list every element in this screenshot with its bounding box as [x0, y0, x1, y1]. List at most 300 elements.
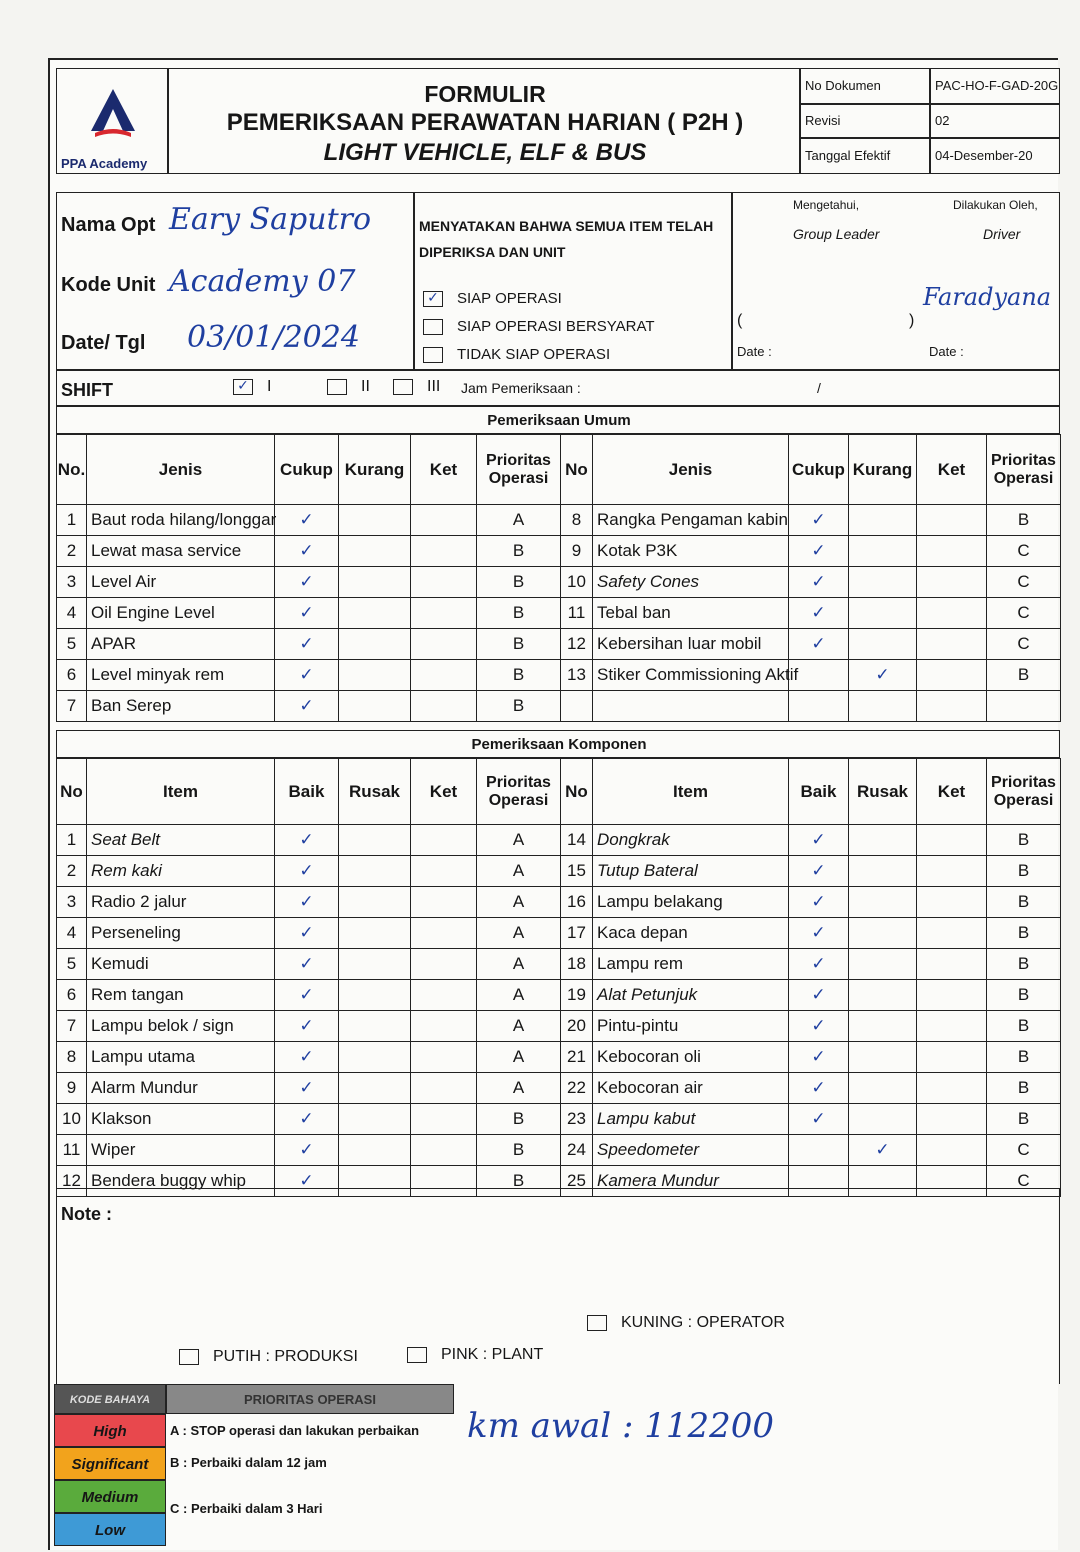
legend-header-severity: KODE BAHAYA: [54, 1384, 166, 1414]
row-remark[interactable]: [411, 918, 477, 949]
check-cell-ok[interactable]: ✓: [789, 825, 849, 856]
effective-date-label: Tanggal Efektif: [805, 148, 891, 163]
row-priority: A: [477, 505, 561, 536]
check-cell-ok[interactable]: ✓: [275, 1104, 339, 1135]
table-row: [57, 598, 1061, 629]
check-cell-ok[interactable]: ✓: [275, 629, 339, 660]
row-number: 2: [57, 536, 87, 567]
checkbox-icon[interactable]: [423, 319, 443, 335]
row-remark[interactable]: [917, 1135, 987, 1166]
row-number: 10: [57, 1104, 87, 1135]
row-priority: B: [987, 1073, 1061, 1104]
status-option-not-ready[interactable]: TIDAK SIAP OPERASI: [423, 347, 610, 363]
severity-medium: Medium: [54, 1480, 166, 1513]
effective-date-value: 04-Desember-20: [935, 148, 1033, 163]
row-label: Lampu belakang: [593, 887, 789, 918]
table-row: [57, 505, 1061, 536]
col-no: No.: [57, 435, 87, 505]
check-cell-ok[interactable]: ✓: [275, 856, 339, 887]
col-prioritas: Prioritas Operasi: [987, 435, 1061, 505]
row-remark[interactable]: [411, 1011, 477, 1042]
general-inspection-table: [56, 434, 1061, 722]
component-inspection-table: [56, 758, 1061, 1197]
form-vehicle-type: LIGHT VEHICLE, ELF & BUS: [323, 139, 647, 166]
severity-significant: Significant: [54, 1447, 166, 1480]
col-jenis: Jenis: [593, 435, 789, 505]
row-label: Kemudi: [87, 949, 275, 980]
table-row: [57, 567, 1061, 598]
row-priority: B: [987, 949, 1061, 980]
check-cell-bad[interactable]: [339, 660, 411, 691]
col-cukup: Cukup: [275, 435, 339, 505]
row-number: 8: [57, 1042, 87, 1073]
check-cell-bad[interactable]: [339, 567, 411, 598]
row-priority: B: [477, 536, 561, 567]
row-number: 23: [561, 1104, 593, 1135]
check-cell-bad[interactable]: ✓: [849, 660, 917, 691]
check-cell-ok[interactable]: ✓: [275, 536, 339, 567]
check-cell-bad[interactable]: [849, 1042, 917, 1073]
row-label: Lampu belok / sign: [87, 1011, 275, 1042]
row-label: Perseneling: [87, 918, 275, 949]
revision-label: Revisi: [805, 113, 841, 128]
row-priority: A: [477, 1042, 561, 1073]
row-remark[interactable]: [411, 949, 477, 980]
row-number: 2: [57, 856, 87, 887]
row-priority: A: [477, 980, 561, 1011]
inspection-time-label: Jam Pemeriksaan :: [461, 380, 581, 396]
doc-number-label: No Dokumen: [805, 78, 881, 93]
p2h-form-sheet: [48, 58, 1058, 1550]
row-remark[interactable]: [917, 856, 987, 887]
row-number: 6: [57, 660, 87, 691]
row-number: 25: [561, 1166, 593, 1197]
row-remark[interactable]: [917, 980, 987, 1011]
row-number: 18: [561, 949, 593, 980]
row-label: Lewat masa service: [87, 536, 275, 567]
general-section-title: Pemeriksaan Umum: [56, 406, 1060, 434]
row-remark[interactable]: [917, 505, 987, 536]
check-cell-bad[interactable]: [339, 598, 411, 629]
row-remark[interactable]: [917, 1011, 987, 1042]
checkbox-icon[interactable]: [327, 379, 347, 395]
row-label: Alarm Mundur: [87, 1073, 275, 1104]
row-label: Kamera Mundur: [593, 1166, 789, 1197]
col-rusak: Rusak: [849, 759, 917, 825]
col-no: No: [57, 759, 87, 825]
row-priority: A: [477, 918, 561, 949]
row-remark[interactable]: [411, 980, 477, 1011]
row-remark[interactable]: [411, 629, 477, 660]
row-remark[interactable]: [411, 887, 477, 918]
row-label: Lampu utama: [87, 1042, 275, 1073]
approval-driver: Driver: [983, 226, 1021, 242]
check-cell-bad[interactable]: [849, 856, 917, 887]
row-priority: A: [477, 825, 561, 856]
row-priority: B: [477, 598, 561, 629]
row-remark[interactable]: [411, 660, 477, 691]
row-label: Rangka Pengaman kabin: [593, 505, 789, 536]
row-label: Lampu kabut: [593, 1104, 789, 1135]
row-label: [593, 691, 789, 722]
check-cell-ok[interactable]: ✓: [275, 691, 339, 722]
row-priority: B: [477, 1104, 561, 1135]
check-cell-bad[interactable]: [339, 980, 411, 1011]
approval-group-leader: Group Leader: [793, 226, 880, 242]
check-cell-ok[interactable]: ✓: [275, 1042, 339, 1073]
check-cell-bad[interactable]: [849, 887, 917, 918]
severity-low: Low: [54, 1513, 166, 1546]
row-number: 12: [561, 629, 593, 660]
table-row: [57, 980, 1061, 1011]
row-priority: C: [987, 1166, 1061, 1197]
row-number: 17: [561, 918, 593, 949]
check-cell-bad[interactable]: [849, 825, 917, 856]
row-remark[interactable]: [917, 1042, 987, 1073]
check-cell-ok[interactable]: ✓: [789, 536, 849, 567]
row-label: Alat Petunjuk: [593, 980, 789, 1011]
row-number: 10: [561, 567, 593, 598]
checkbox-icon[interactable]: [179, 1349, 199, 1365]
check-cell-bad[interactable]: [849, 567, 917, 598]
table-row: [57, 1104, 1061, 1135]
check-cell-bad[interactable]: [849, 1104, 917, 1135]
row-remark[interactable]: [917, 1073, 987, 1104]
row-number: 5: [57, 629, 87, 660]
row-priority: B: [987, 1011, 1061, 1042]
row-label: Tebal ban: [593, 598, 789, 629]
row-number: 11: [561, 598, 593, 629]
check-cell-bad[interactable]: [339, 918, 411, 949]
driver-signature: Faradyana: [923, 283, 1052, 311]
check-cell-ok[interactable]: ✓: [789, 949, 849, 980]
check-cell-bad[interactable]: ✓: [849, 1135, 917, 1166]
form-subtitle: PEMERIKSAAN PERAWATAN HARIAN ( P2H ): [226, 109, 744, 136]
row-number: 8: [561, 505, 593, 536]
check-cell-bad[interactable]: [339, 505, 411, 536]
check-cell-ok[interactable]: ✓: [275, 1166, 339, 1197]
check-cell-bad[interactable]: [339, 825, 411, 856]
check-cell-ok[interactable]: ✓: [789, 505, 849, 536]
approval-done-by-label: Dilakukan Oleh,: [953, 198, 1038, 212]
row-remark[interactable]: [411, 1135, 477, 1166]
row-priority: B: [987, 1042, 1061, 1073]
check-cell-ok[interactable]: ✓: [275, 887, 339, 918]
check-cell-ok[interactable]: ✓: [275, 660, 339, 691]
operator-block: [56, 192, 414, 370]
col-ket: Ket: [411, 759, 477, 825]
check-cell-ok[interactable]: ✓: [789, 980, 849, 1011]
row-priority: A: [477, 856, 561, 887]
row-priority: B: [477, 567, 561, 598]
check-cell-ok[interactable]: ✓: [275, 918, 339, 949]
row-remark[interactable]: [411, 856, 477, 887]
check-cell-bad[interactable]: [849, 949, 917, 980]
check-cell-ok[interactable]: ✓: [789, 1073, 849, 1104]
table-row: [57, 887, 1061, 918]
shift-option-2[interactable]: II: [327, 379, 370, 395]
approval-bracket-open: (: [737, 312, 743, 329]
unit-code-value[interactable]: Academy 07: [169, 264, 356, 299]
check-cell-bad[interactable]: [849, 1073, 917, 1104]
checkbox-icon[interactable]: [407, 1347, 427, 1363]
row-remark[interactable]: [917, 691, 987, 722]
checkbox-checked-icon[interactable]: ✓: [423, 291, 443, 307]
row-priority: C: [987, 567, 1061, 598]
row-number: 6: [57, 980, 87, 1011]
row-priority: B: [987, 1104, 1061, 1135]
logo-cell: [56, 68, 168, 174]
row-label: Kaca depan: [593, 918, 789, 949]
row-remark[interactable]: [917, 949, 987, 980]
check-cell-ok[interactable]: ✓: [275, 598, 339, 629]
check-cell-ok[interactable]: ✓: [789, 856, 849, 887]
row-number: 7: [57, 691, 87, 722]
row-priority: B: [477, 1135, 561, 1166]
row-remark[interactable]: [917, 918, 987, 949]
approval-known-label: Mengetahui,: [793, 198, 860, 212]
col-rusak: Rusak: [339, 759, 411, 825]
check-cell-ok[interactable]: ✓: [789, 629, 849, 660]
priority-c-desc: C : Perbaiki dalam 3 Hari: [170, 1501, 323, 1516]
check-cell-bad[interactable]: [849, 505, 917, 536]
check-cell-ok[interactable]: ✓: [275, 1135, 339, 1166]
row-number: [561, 691, 593, 722]
check-cell-ok[interactable]: ✓: [789, 598, 849, 629]
row-number: 16: [561, 887, 593, 918]
check-cell-bad[interactable]: [339, 629, 411, 660]
row-label: Kotak P3K: [593, 536, 789, 567]
row-number: 7: [57, 1011, 87, 1042]
legend-header-priority: PRIORITAS OPERASI: [166, 1384, 454, 1414]
row-remark[interactable]: [917, 598, 987, 629]
col-prioritas: Prioritas Operasi: [477, 435, 561, 505]
status-option-ready[interactable]: ✓ SIAP OPERASI: [423, 291, 562, 307]
shift-option-1[interactable]: ✓ I: [233, 379, 271, 395]
row-remark[interactable]: [917, 1104, 987, 1135]
check-cell-ok[interactable]: ✓: [789, 1042, 849, 1073]
table-row: [57, 629, 1061, 660]
row-priority: A: [477, 887, 561, 918]
col-no: No: [561, 759, 593, 825]
check-cell-ok[interactable]: ✓: [275, 567, 339, 598]
col-kurang: Kurang: [849, 435, 917, 505]
approval-date-right: Date :: [929, 344, 964, 359]
col-kurang: Kurang: [339, 435, 411, 505]
table-row: [57, 536, 1061, 567]
check-cell-bad[interactable]: [339, 856, 411, 887]
row-priority: B: [987, 856, 1061, 887]
row-remark[interactable]: [917, 825, 987, 856]
check-cell-bad[interactable]: [849, 980, 917, 1011]
row-remark[interactable]: [411, 598, 477, 629]
col-ket: Ket: [917, 435, 987, 505]
row-number: 4: [57, 598, 87, 629]
checkbox-checked-icon[interactable]: ✓: [233, 379, 253, 395]
table-row: [57, 918, 1061, 949]
check-cell-ok[interactable]: ✓: [789, 887, 849, 918]
row-remark[interactable]: [411, 1042, 477, 1073]
row-label: Level minyak rem: [87, 660, 275, 691]
statement-block: [414, 192, 732, 370]
doc-meta: [800, 68, 1060, 174]
row-label: Level Air: [87, 567, 275, 598]
row-number: 9: [561, 536, 593, 567]
check-cell-ok[interactable]: ✓: [789, 1104, 849, 1135]
table-row: [57, 660, 1061, 691]
check-cell-bad[interactable]: [339, 1011, 411, 1042]
row-label: Speedometer: [593, 1135, 789, 1166]
check-cell-ok[interactable]: ✓: [275, 949, 339, 980]
check-cell-bad[interactable]: [339, 536, 411, 567]
checkbox-icon[interactable]: [587, 1315, 607, 1331]
copy-white: PUTIH : PRODUKSI: [179, 1349, 358, 1365]
row-label: Radio 2 jalur: [87, 887, 275, 918]
check-cell-bad[interactable]: [849, 918, 917, 949]
copy-pink: PINK : PLANT: [407, 1347, 543, 1363]
check-cell-ok[interactable]: ✓: [789, 918, 849, 949]
row-label: Klakson: [87, 1104, 275, 1135]
priority-a-desc: A : STOP operasi dan lakukan perbaikan: [170, 1423, 420, 1438]
row-priority: A: [477, 1011, 561, 1042]
row-remark[interactable]: [917, 660, 987, 691]
table-row: [57, 691, 1061, 722]
row-number: 15: [561, 856, 593, 887]
table-row: [57, 825, 1061, 856]
date-value[interactable]: 03/01/2024: [187, 320, 360, 355]
row-number: 3: [57, 887, 87, 918]
check-cell-bad[interactable]: [849, 1011, 917, 1042]
col-baik: Baik: [789, 759, 849, 825]
checkbox-icon[interactable]: [423, 347, 443, 363]
col-item: Item: [87, 759, 275, 825]
row-label: Tutup Bateral: [593, 856, 789, 887]
check-cell-ok[interactable]: ✓: [275, 505, 339, 536]
row-remark[interactable]: [411, 567, 477, 598]
row-number: 12: [57, 1166, 87, 1197]
row-number: 5: [57, 949, 87, 980]
row-remark[interactable]: [917, 567, 987, 598]
shift-label: SHIFT: [61, 380, 113, 400]
operator-name-value[interactable]: Eary Saputro: [169, 202, 372, 237]
ppa-logo-icon: [83, 89, 143, 139]
check-cell-bad[interactable]: [849, 691, 917, 722]
row-number: 9: [57, 1073, 87, 1104]
row-remark[interactable]: [411, 825, 477, 856]
row-remark[interactable]: [411, 691, 477, 722]
check-cell-ok[interactable]: [789, 691, 849, 722]
row-priority: B: [987, 660, 1061, 691]
row-remark[interactable]: [917, 629, 987, 660]
check-cell-bad[interactable]: [849, 536, 917, 567]
copy-yellow: KUNING : OPERATOR: [587, 1315, 785, 1331]
row-priority: B: [477, 691, 561, 722]
revision-value: 02: [935, 113, 950, 128]
operator-name-label: Nama Opt: [61, 214, 156, 236]
row-priority: B: [477, 1166, 561, 1197]
table-row: [57, 1073, 1061, 1104]
row-label: Wiper: [87, 1135, 275, 1166]
check-cell-bad[interactable]: [339, 887, 411, 918]
check-cell-ok[interactable]: ✓: [789, 1011, 849, 1042]
row-remark[interactable]: [917, 536, 987, 567]
logo-text: PPA Academy: [61, 156, 148, 171]
row-remark[interactable]: [411, 536, 477, 567]
shift-row: [56, 370, 1060, 406]
row-priority: [987, 691, 1061, 722]
row-remark[interactable]: [411, 1104, 477, 1135]
check-cell-bad[interactable]: [339, 1042, 411, 1073]
check-cell-bad[interactable]: [339, 691, 411, 722]
check-cell-ok[interactable]: [789, 1135, 849, 1166]
approval-bracket-close: ): [909, 312, 915, 329]
row-priority: C: [987, 1135, 1061, 1166]
row-priority: B: [987, 887, 1061, 918]
shift-option-3[interactable]: III: [393, 379, 440, 395]
check-cell-bad[interactable]: [849, 629, 917, 660]
col-item: Item: [593, 759, 789, 825]
row-priority: B: [987, 505, 1061, 536]
statement-text-2: DIPERIKSA DAN UNIT: [419, 244, 566, 260]
row-number: 22: [561, 1073, 593, 1104]
statement-text-1: MENYATAKAN BAHWA SEMUA ITEM TELAH: [419, 218, 714, 234]
row-remark[interactable]: [917, 887, 987, 918]
check-cell-ok[interactable]: ✓: [275, 1011, 339, 1042]
row-number: 1: [57, 505, 87, 536]
col-prioritas: Prioritas Operasi: [477, 759, 561, 825]
row-number: 1: [57, 825, 87, 856]
row-number: 20: [561, 1011, 593, 1042]
row-label: Dongkrak: [593, 825, 789, 856]
row-label: Baut roda hilang/longgar: [87, 505, 275, 536]
row-remark[interactable]: [411, 1073, 477, 1104]
check-cell-bad[interactable]: [339, 1104, 411, 1135]
row-number: 4: [57, 918, 87, 949]
row-number: 11: [57, 1135, 87, 1166]
check-cell-ok[interactable]: ✓: [275, 825, 339, 856]
check-cell-bad[interactable]: [339, 1073, 411, 1104]
component-header-row: [57, 759, 1061, 825]
general-header-row: [57, 435, 1061, 505]
row-label: Rem tangan: [87, 980, 275, 1011]
approval-date-left: Date :: [737, 344, 772, 359]
check-cell-bad[interactable]: [849, 598, 917, 629]
table-row: [57, 949, 1061, 980]
doc-number-value: PAC-HO-F-GAD-20G: [935, 78, 1059, 93]
row-number: 19: [561, 980, 593, 1011]
table-row: [57, 1135, 1061, 1166]
check-cell-bad[interactable]: [339, 1135, 411, 1166]
checkbox-icon[interactable]: [393, 379, 413, 395]
check-cell-ok[interactable]: ✓: [275, 980, 339, 1011]
check-cell-bad[interactable]: [339, 949, 411, 980]
check-cell-ok[interactable]: ✓: [789, 567, 849, 598]
row-priority: B: [987, 980, 1061, 1011]
check-cell-ok[interactable]: ✓: [275, 1073, 339, 1104]
row-remark[interactable]: [411, 505, 477, 536]
component-section-title: Pemeriksaan Komponen: [56, 730, 1060, 758]
unit-code-label: Kode Unit: [61, 274, 156, 296]
col-baik: Baik: [275, 759, 339, 825]
date-label: Date/ Tgl: [61, 332, 146, 354]
form-title: FORMULIR: [424, 81, 546, 107]
col-cukup: Cukup: [789, 435, 849, 505]
row-priority: B: [477, 660, 561, 691]
row-label: Kebocoran oli: [593, 1042, 789, 1073]
status-option-conditional[interactable]: SIAP OPERASI BERSYARAT: [423, 319, 655, 335]
row-label: Safety Cones: [593, 567, 789, 598]
row-label: Kebocoran air: [593, 1073, 789, 1104]
